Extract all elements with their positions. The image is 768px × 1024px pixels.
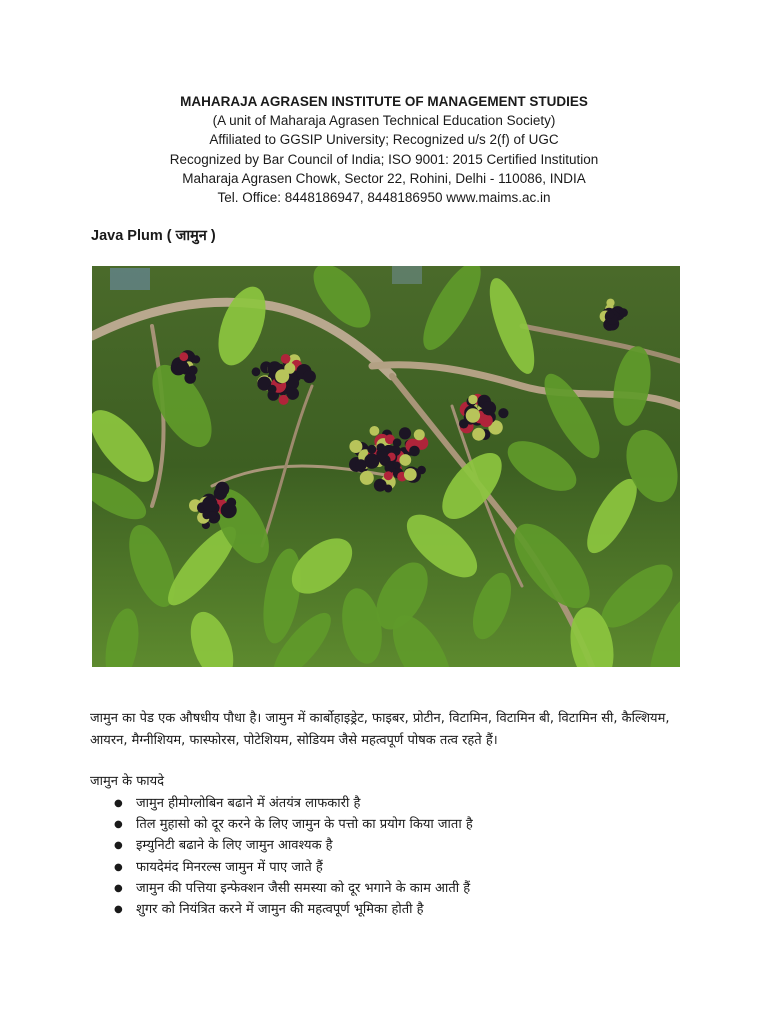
fruit-shape [409,446,420,457]
document-title: Java Plum ( जामुन ) [91,228,216,244]
bullet-icon: ● [114,882,123,894]
fruit-shape [498,408,508,418]
benefit-item [90,835,473,856]
bullet-icon: ● [114,819,123,831]
fruit-shape [221,502,237,518]
institute-name: MAHARAJA AGRASEN INSTITUTE OF MANAGEMENT STUDIES [180,94,588,109]
fruit-shape [355,459,367,471]
institute-header [0,92,768,207]
fruit-shape [619,308,628,317]
bullet-icon: ● [114,840,123,852]
bullet-icon: ● [114,861,123,873]
benefit-item [90,793,473,814]
fruit-shape [370,426,380,436]
benefit-text: जामुन की पत्तिया इन्फेक्शन जैसी समस्या को दूर भगाने के काम आती हैं [136,880,471,896]
fruit-shape [281,354,291,364]
benefit-text: इम्युनिटी बढाने के लिए जामुन आवश्यक है [136,838,333,854]
benefit-text: शुगर को नियंत्रित करने में जामुन की महत्वपूर्ण भूमिका होती है [136,901,424,917]
fruit-shape [472,428,485,441]
institute-recognition: Recognized by Bar Council of India; ISO 9001: 2015 Certified Institution [169,151,599,167]
fruit-shape [360,471,374,485]
fruit-shape [466,408,480,422]
fruit-shape [218,485,229,496]
fruit-shape [252,367,261,376]
fruit-shape [468,395,477,404]
benefit-text: जामुन हीमोग्लोबिन बढाने में अंतयंत्र लाफकारी है [136,796,361,811]
fruit-shape [399,454,411,466]
fruit-shape [268,385,277,394]
benefit-item [90,878,473,899]
fruit-shape [192,355,200,363]
benefit-item [90,857,473,878]
bullet-icon: ● [114,798,123,809]
fruit-shape [459,419,468,428]
fruit-shape [286,387,299,400]
fruit-shape [393,438,402,447]
java-plum-photo [92,266,680,667]
fruit-shape [482,401,496,415]
fruit-shape [374,479,387,492]
fruit-shape [179,352,188,361]
benefit-item [90,899,473,920]
bullet-icon: ● [114,903,123,915]
fruit-shape [414,429,425,440]
fruit-shape [177,361,189,373]
fruit-shape [606,311,614,319]
fruit-shape [404,468,417,481]
institute-affiliation: Affiliated to GGSIP University; Recognized u/s 2(f) of UGC [209,132,559,148]
fruit-shape [202,496,217,511]
institute-contact: Tel. Office: 8448186947, 8448186950 www.maims.ac.in [217,190,551,206]
fruit-shape [275,369,289,383]
fruit-shape [279,395,289,405]
fruit-shape [303,370,316,383]
benefit-text: तिल मुहासो को दूर करने के लिए जामुन के पत्तो का प्रयोग किया जाता है [136,817,473,833]
fruit-shape [377,443,386,452]
fruit-shape [480,414,493,427]
fruit-shape [367,445,376,454]
fruit-shape [606,299,614,307]
description-paragraph: जामुन का पेड एक औषधीय पौधा है। जामुन में कार्बोहाइड्रेट, फाइबर, प्रोटीन, विटामिन, विटामिन बी, विटामिन सी, कैल्शियम, आयरन, मैग्नीशियम, फास्फोरस, पोटेशियम, सोडियम जैसे महत्वपूर्ण पोषक तत्व रहते हैं। [90,711,670,748]
benefits-list [90,793,473,920]
benefit-text: फायदेमंद मिनरल्स जामुन में पाए जाते हैं [136,859,323,875]
institute-parent-society: (A unit of Maharaja Agrasen Technical Education Society) [212,113,556,129]
fruit-shape [208,511,217,520]
institute-address: Maharaja Agrasen Chowk, Sector 22, Rohini, Delhi - 110086, INDIA [182,170,586,186]
benefit-item [90,814,473,835]
fruit-shape [399,427,411,439]
fruit-shape [349,440,362,453]
benefits-heading: जामुन के फायदे [90,774,165,789]
fruit-shape [384,471,393,480]
